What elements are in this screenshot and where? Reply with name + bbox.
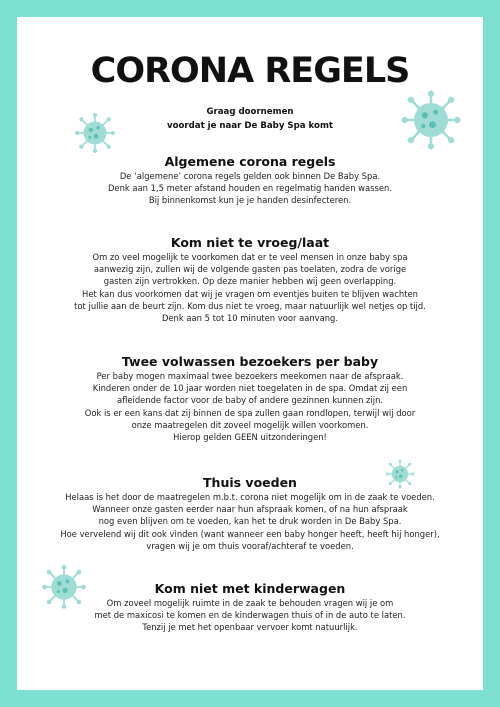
section-line: Wanneer onze gasten eerder naar hun afspraak komen, of na hun afspraak	[92, 504, 408, 515]
section-two-visitors	[25, 354, 475, 443]
section-heading: Algemene corona regels	[164, 154, 336, 169]
virus-icon	[74, 112, 116, 154]
subtitle-line: Graag doornemen	[206, 107, 294, 117]
section-line: nog even blijven om te voeden, kan het te druk worden in De Baby Spa.	[98, 516, 402, 527]
section-line: Ook is er een kans dat zij binnen de spa zullen gaan rondlopen, terwijl wij door	[84, 407, 416, 418]
section-heading: Thuis voeden	[203, 475, 297, 490]
section-line: met de maxicosi te komen en de kinderwagen thuis of in de auto te laten.	[94, 610, 406, 621]
section-line: aanwezig zijn, zullen wij de volgende gasten pas toelaten, zodra de vorige	[93, 264, 407, 275]
section-no-stroller	[25, 581, 475, 634]
section-line: gasten zijn vertrokken. Op deze manier hebben wij geen overlapping.	[103, 276, 397, 287]
section-line: Denk aan 5 tot 10 minuten voor aanvang.	[161, 313, 339, 324]
section-line: Denk aan 1,5 meter afstand houden en regelmatig handen wassen.	[107, 183, 393, 194]
section-line: Kinderen onder de 10 jaar worden niet toegelaten in de spa. Omdat zij een	[92, 383, 408, 394]
section-line: Het kan dus voorkomen dat wij je vragen om eventjes buiten te blijven wachten	[82, 288, 418, 299]
page-title: CORONA REGELS	[90, 51, 410, 91]
section-line: Hoe vervelend wij dit ook vinden (want wanneer een baby honger heeft, heeft hij honger),	[60, 528, 440, 539]
section-line: De ‘algemene’ corona regels gelden ook binnen De Baby Spa.	[119, 171, 381, 181]
section-not-early-late	[25, 235, 475, 324]
section-line: vragen wij je om thuis vooraf/achteraf te voeden.	[146, 540, 354, 551]
section-line: Bij binnenkomst kun je je handen desinfecteren.	[148, 195, 352, 206]
section-line: Hierop gelden GEEN uitzonderingen!	[173, 432, 327, 443]
section-line: afleidende factor voor de baby of andere gezinnen kunnen zijn.	[116, 395, 384, 406]
section-line: Tenzij je met het openbaar vervoer komt natuurlijk.	[142, 622, 358, 633]
section-heading: Twee volwassen bezoekers per baby	[121, 354, 379, 369]
section-line: tot jullie aan de beurt zijn. Kom dus niet te vroeg, maar natuurlijk wel netjes op tijd.	[74, 300, 426, 311]
section-line: Per baby mogen maximaal twee bezoekers meekomen naar de afspraak.	[96, 371, 404, 381]
subtitle-line: voordat je naar De Baby Spa komt	[166, 121, 334, 131]
section-feed-at-home	[25, 475, 475, 552]
section-line: Helaas is het door de maatregelen m.b.t. corona niet mogelijk om in de zaak te voeden.	[65, 492, 435, 502]
section-general-rules	[25, 154, 475, 207]
section-line: Om zoveel mogelijk ruimte in de zaak te behouden vragen wij je om	[106, 598, 394, 608]
section-line: Om zo veel mogelijk te voorkomen dat er te veel mensen in onze baby spa	[92, 252, 408, 262]
section-line: onze maatregelen dit zoveel mogelijk willen voorkomen.	[131, 419, 369, 430]
virus-icon	[400, 89, 462, 151]
section-heading: Kom niet met kinderwagen	[154, 581, 346, 596]
poster	[17, 17, 483, 690]
section-heading: Kom niet te vroeg/laat	[170, 235, 330, 250]
